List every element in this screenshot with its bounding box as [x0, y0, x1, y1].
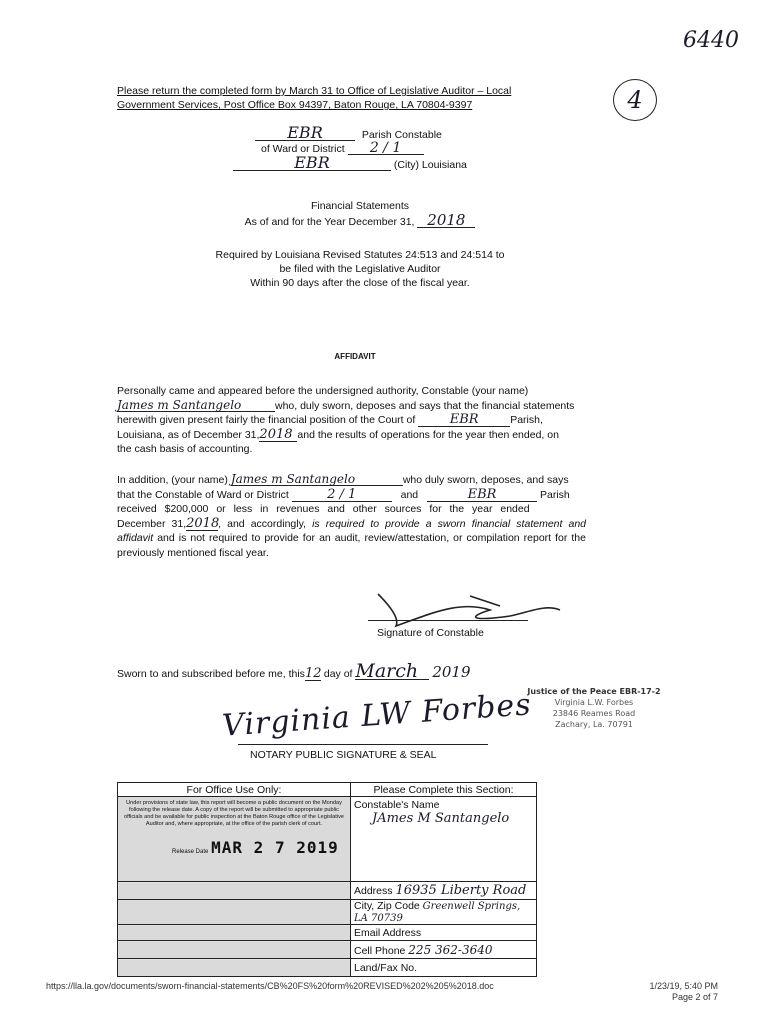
p2-fiscal-text: the previously mentioned fiscal year. — [117, 532, 586, 559]
p1-court-text: herewith given present fairly the financial position of the Court of — [117, 414, 416, 426]
p1-date-text: Louisiana, as of December 31, — [117, 428, 260, 441]
constable-signature-line — [368, 620, 528, 621]
parish-label: Parish Constable — [361, 129, 442, 141]
statute-line1: Required by Louisiana Revised Statutes 24:513 and 24:514 to — [215, 249, 505, 261]
p2-ward-text: that the Constable of Ward or District — [117, 488, 289, 501]
parish-value: EBR — [255, 126, 355, 141]
cityzip-value: Greenwell Springs, LA 70739 — [354, 901, 521, 924]
p1-parish-value: EBR — [418, 414, 510, 427]
affidavit-heading: AFFIDAVIT — [334, 352, 376, 361]
cell-phone-label: Cell Phone — [354, 944, 406, 957]
address-label: Address — [354, 885, 393, 897]
p1-line2 — [117, 399, 586, 414]
office-use-header: For Office Use Only: — [118, 783, 351, 797]
statute-block — [170, 248, 550, 290]
statute-line2: be filed with the Legislative Auditor — [279, 263, 441, 275]
ward-label: of Ward or District — [261, 143, 345, 155]
p1-line4 — [117, 428, 586, 443]
office-blank-row-4 — [118, 941, 351, 959]
office-blank-row-2 — [118, 900, 351, 925]
return-instructions — [117, 84, 587, 112]
p2-december-text: December 31, — [117, 517, 187, 530]
footer-datetime: 1/23/19, 5:40 PM — [649, 981, 718, 991]
fax-cell — [351, 959, 537, 977]
office-use-table — [117, 782, 537, 977]
p2-accordingly-text: , and accordingly, — [218, 517, 306, 530]
cell-phone-value: 225 362-3640 — [408, 942, 493, 957]
office-use-notice-cell — [118, 797, 351, 882]
release-date-row — [118, 828, 350, 857]
stamp-line4: Zachary, La. 70791 — [555, 720, 633, 729]
p2-parish-value: EBR — [427, 489, 537, 502]
release-date-label: Release Date — [172, 849, 209, 855]
corner-code: 6440 — [683, 28, 739, 53]
sworn-text-a: Sworn to and subscribed before me, this — [117, 668, 305, 680]
p2-line1 — [117, 473, 586, 488]
p2-line2 — [117, 488, 586, 503]
p1-year: 2018 — [259, 429, 297, 442]
email-label: Email Address — [354, 926, 422, 939]
footer-page: Page 2 of 7 — [671, 992, 718, 1002]
office-blank-row-1 — [118, 882, 351, 900]
affidavit-paragraph-1 — [117, 384, 586, 457]
cell-phone-cell — [351, 941, 537, 959]
return-instructions-line2: Government Services, Post Office Box 94397, Baton Rouge, LA 70804-9397 — [117, 99, 473, 111]
justice-stamp — [524, 686, 664, 730]
return-instructions-line1: Please return the completed form by March 31 to Office of Legislative Auditor – Local — [117, 85, 512, 97]
release-date-stamp: MAR 2 7 2019 — [211, 838, 339, 857]
constable-name-cell — [351, 797, 537, 882]
constable-name-label: Constable's Name — [354, 799, 440, 811]
sworn-text-b: day of — [323, 668, 353, 680]
statement-title — [200, 199, 520, 230]
address-cell — [351, 882, 537, 900]
office-blank-row-3 — [118, 925, 351, 941]
title-line2: As of and for the Year December 31, — [244, 216, 415, 228]
fax-label: Land/Fax No. — [354, 961, 418, 974]
sworn-month: March — [355, 663, 429, 680]
address-value: 16935 Liberty Road — [395, 883, 527, 898]
p2-year: 2018 — [186, 515, 220, 531]
entity-block — [255, 123, 515, 172]
notary-signature-line — [238, 744, 488, 745]
stamp-line2: Virginia L.W. Forbes — [554, 698, 634, 707]
footer-meta — [600, 981, 718, 1003]
title-year: 2018 — [417, 214, 475, 228]
p2-line3: received $200,000 or less in revenues and other sources for the year ended — [117, 503, 530, 515]
p1-line5: the cash basis of accounting. — [117, 443, 253, 455]
office-blank-row-5 — [118, 959, 351, 977]
p2-parish-label: Parish — [539, 488, 570, 501]
title-line2-row — [200, 211, 520, 230]
circled-number-value: 4 — [627, 86, 643, 114]
p2-audit-text: and is not required to provide for an audit, review/attestation, or compilation report for — [157, 532, 568, 544]
p2-italic-text: is required to provide a sworn financial statement and affidavit — [117, 517, 587, 544]
p1-parish-label: Parish, — [510, 414, 543, 426]
ward-value: 2 / 1 — [348, 142, 424, 155]
p1-sworn-text: who, duly sworn, deposes and says that the financial statements — [275, 399, 575, 412]
cityzip-label: City, Zip Code — [354, 900, 420, 912]
p2-constable-name: James m Santangelo — [231, 473, 403, 486]
p1-line3 — [117, 413, 586, 428]
notary-signature: Virginia LW Forbes — [221, 687, 533, 744]
footer-url: https://lla.la.gov/documents/sworn-financial-statements/CB%20FS%20form%20REVISED%202%205%2018.doc — [46, 981, 494, 991]
office-use-notice: Under provisions of state law, this report will become a public document on the Monday following the release date. A copy of the report will be submitted to appropriate public officials and be available for public inspection at the Baton Rouge office of the Legislative Auditor and, where appropriate, at the office of the parish clerk of court. — [124, 800, 344, 827]
constable-signature-label: Signature of Constable — [377, 627, 484, 639]
p2-sworn-text: who duly sworn, deposes, and says — [402, 474, 569, 486]
stamp-line3: 23846 Reames Road — [552, 709, 636, 718]
sworn-day: 12 — [304, 666, 322, 681]
city-row — [233, 153, 515, 172]
email-cell — [351, 925, 537, 941]
sworn-statement — [117, 660, 497, 682]
city-label: (City) Louisiana — [393, 159, 467, 171]
p1-line1: Personally came and appeared before the undersigned authority, Constable (your name) — [117, 385, 529, 397]
statute-line3: Within 90 days after the close of the fiscal year. — [250, 277, 470, 289]
p2-intro-text: In addition, (your name) — [117, 474, 228, 486]
complete-section-header: Please Complete this Section: — [351, 783, 537, 797]
constable-name-value: JAmes M Santangelo — [372, 811, 510, 826]
p2-and: and — [400, 488, 419, 501]
title-line1: Financial Statements — [310, 200, 410, 212]
stamp-line1: Justice of the Peace EBR-17-2 — [527, 687, 661, 696]
p1-results-text: and the results of operations for the year then ended, on — [297, 428, 559, 441]
p2-ward-value: 2 / 1 — [292, 489, 392, 502]
p1-constable-name: James m Santangelo — [117, 399, 275, 412]
circled-number — [613, 79, 657, 121]
p2-line4 — [117, 517, 586, 561]
sworn-year: 2019 — [432, 663, 471, 681]
affidavit-paragraph-2 — [117, 473, 586, 560]
notary-label: NOTARY PUBLIC SIGNATURE & SEAL — [250, 749, 437, 761]
city-value: EBR — [233, 156, 391, 171]
cityzip-cell — [351, 900, 537, 925]
